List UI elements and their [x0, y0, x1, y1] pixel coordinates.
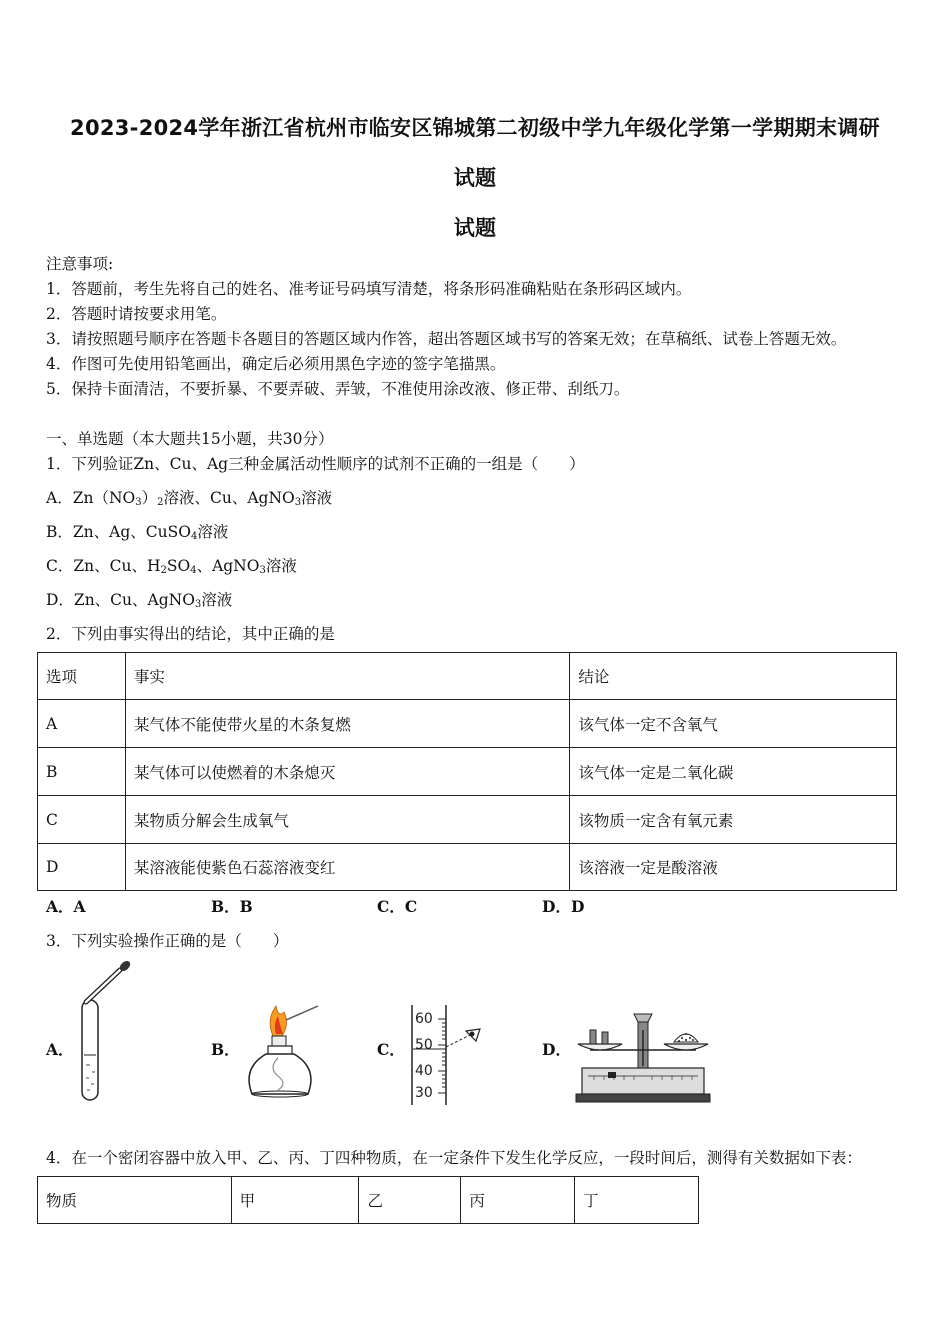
question-2-option-b: B．B: [211, 897, 253, 916]
question-4-stem: 4．在一个密闭容器中放入甲、乙、丙、丁四种物质，在一定条件下发生化学反应，一段时间后，测得有关数据如下表：: [46, 1149, 862, 1167]
table-cell: 某物质分解会生成氧气: [125, 796, 569, 844]
question-2-option-a: A．A: [46, 897, 86, 916]
table-cell: 该气体一定是二氧化碳: [570, 748, 897, 796]
table-cell: 某溶液能使紫色石蕊溶液变红: [125, 844, 569, 891]
table-header-cell: 事实: [125, 653, 569, 700]
table-header-cell: 物质: [38, 1177, 232, 1224]
tick-label: 40: [415, 1063, 433, 1079]
question-2-table: [37, 652, 897, 891]
table-row: [38, 748, 897, 796]
tick-label: 30: [415, 1085, 433, 1101]
table-header-cell: 丁: [575, 1177, 699, 1224]
exam-title-line2: 试题: [453, 166, 497, 190]
question-3-label-c: C．: [377, 1040, 405, 1059]
table-cell: 该物质一定含有氧元素: [570, 796, 897, 844]
tick-label: 60: [415, 1011, 433, 1027]
question-1-option-d: D．Zn、Cu、AgNO$_3$溶液: [46, 591, 233, 610]
question-3-stem: 3．下列实验操作正确的是（ ）: [46, 932, 289, 950]
question-1-option-c: C．Zn、Cu、$H_2SO_4$、AgNO$_3$溶液: [46, 557, 297, 576]
question-1-option-b: B．Zn、Ag、CuSO$_4$溶液: [46, 523, 229, 542]
table-header-row: [38, 653, 897, 700]
question-3-label-d: D．: [542, 1040, 571, 1059]
notice-item: 5．保持卡面清洁，不要折暴、不要弄破、弄皱，不准使用涂改液、修正带、刮纸刀。: [46, 380, 630, 398]
exam-title-line3: 试题: [453, 216, 497, 240]
table-cell: 某气体不能使带火星的木条复燃: [125, 700, 569, 748]
notice-item: 3．请按照题号顺序在答题卡各题目的答题区域内作答，超出答题区域书写的答案无效；在草稿纸、试卷上答题无效。: [46, 330, 847, 348]
question-2-option-c: C．C: [377, 897, 418, 916]
notice-item: 4．作图可先使用铅笔画出，确定后必须用黑色字迹的签字笔描黑。: [46, 355, 506, 373]
table-cell: A: [38, 700, 126, 748]
table-cell: 该气体一定不含氧气: [570, 700, 897, 748]
balance-scale-figure: [574, 1010, 714, 1105]
tick-label: 50: [415, 1037, 433, 1053]
exam-title-line1: 2023-2024学年浙江省杭州市临安区锦城第二初级中学九年级化学第一学期期末调研: [70, 116, 880, 140]
notice-item: 2．答题时请按要求用笔。: [46, 305, 227, 323]
graduated-cylinder-figure: [406, 1003, 486, 1108]
question-1-option-a: A．$Zn(NO_3)_2$溶液、Cu、AgNO$_3$溶液: [46, 489, 333, 508]
table-header-cell: 结论: [570, 653, 897, 700]
section-heading: 一、单选题（本大题共15小题，共30分）: [46, 430, 334, 448]
table-cell: C: [38, 796, 126, 844]
test-tube-icon: [82, 1000, 98, 1100]
table-row: [38, 700, 897, 748]
table-header-row: [38, 1177, 699, 1224]
table-cell: 某气体可以使燃着的木条熄灭: [125, 748, 569, 796]
question-1-stem: 1．下列验证Zn、Cu、Ag三种金属活动性顺序的试剂不正确的一组是（ ）: [46, 455, 585, 473]
balance-icon: [576, 1094, 710, 1102]
table-row: [38, 796, 897, 844]
table-header-cell: 乙: [359, 1177, 461, 1224]
notice-heading: 注意事项:: [46, 255, 114, 273]
notice-item: 1．答题前，考生先将自己的姓名、准考证号码填写清楚，将条形码准确粘贴在条形码区域内。: [46, 280, 692, 298]
table-row: [38, 844, 897, 891]
question-3-label-b: B．: [211, 1040, 240, 1059]
dropper-test-tube-figure: [72, 960, 142, 1105]
alcohol-lamp-figure: [238, 998, 323, 1103]
question-2-stem: 2．下列由事实得出的结论，其中正确的是: [46, 625, 335, 643]
table-header-cell: 选项: [38, 653, 126, 700]
table-header-cell: 丙: [461, 1177, 575, 1224]
table-header-cell: 甲: [231, 1177, 359, 1224]
question-2-option-d: D．D: [542, 897, 585, 916]
table-cell: 该溶液一定是酸溶液: [570, 844, 897, 891]
table-cell: B: [38, 748, 126, 796]
question-4-table: [37, 1176, 699, 1224]
table-cell: D: [38, 844, 126, 891]
question-3-label-a: A．: [46, 1040, 74, 1059]
